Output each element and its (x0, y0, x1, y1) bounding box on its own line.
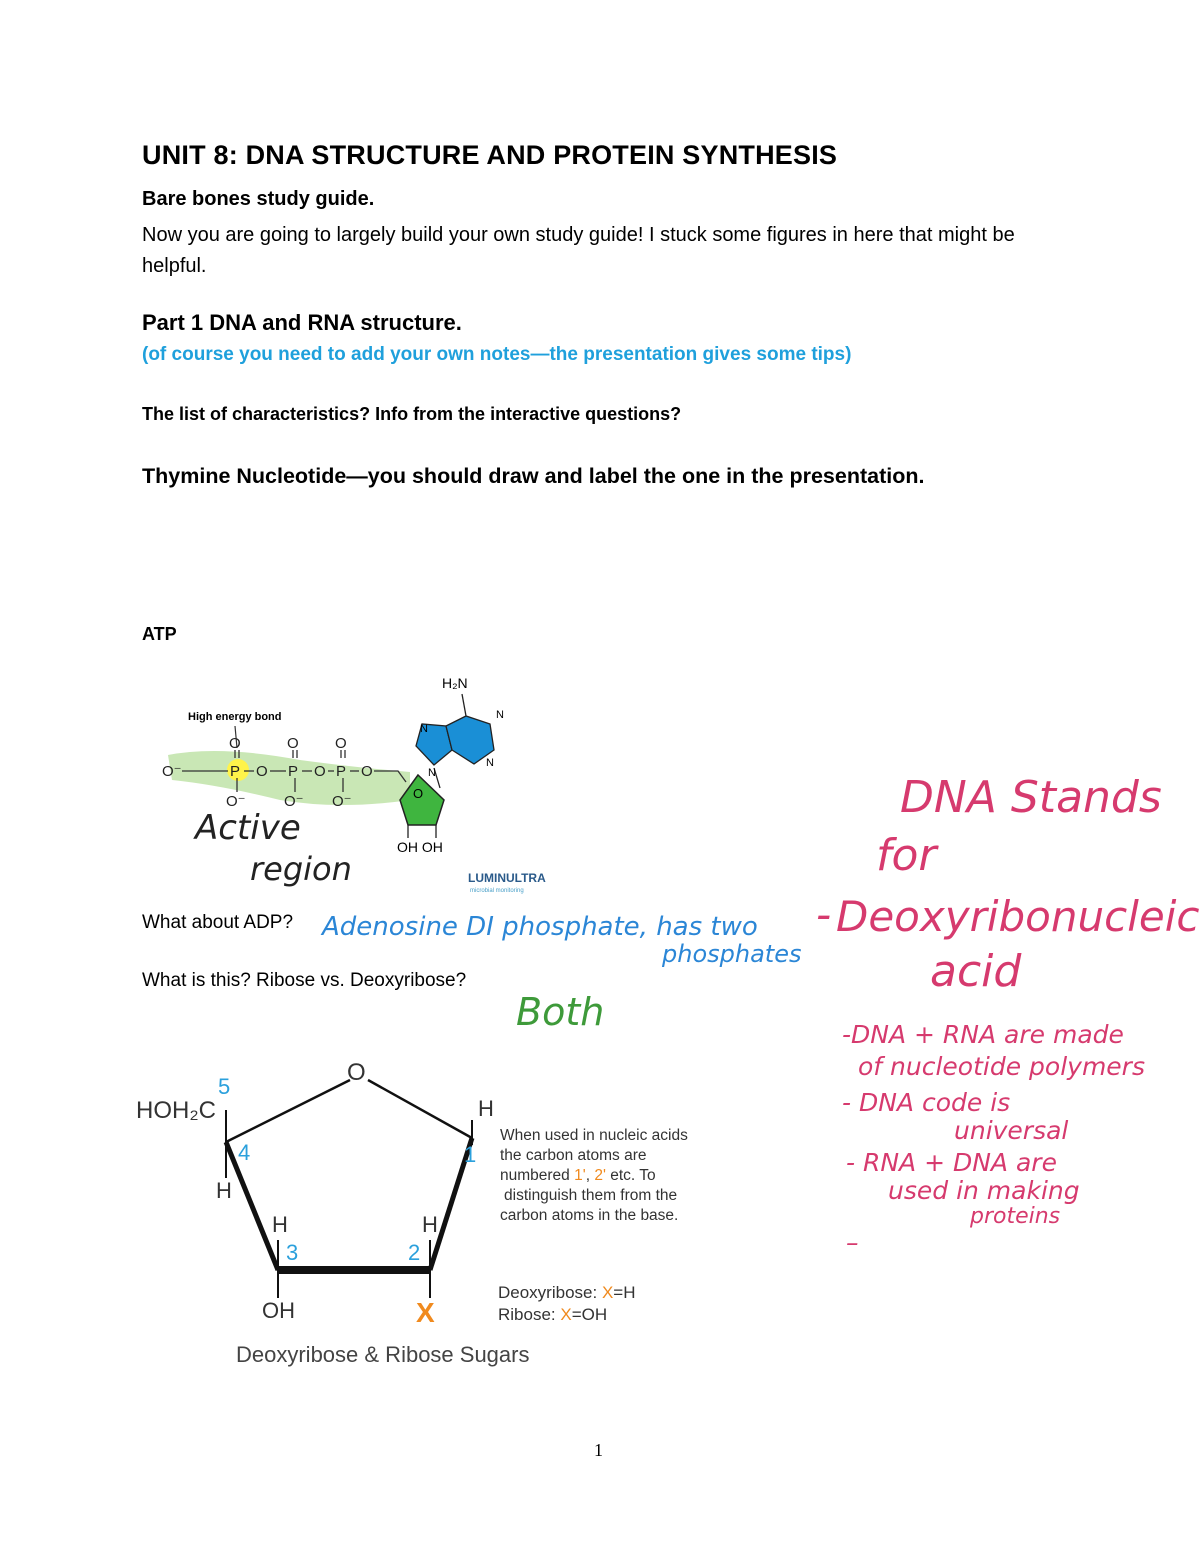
deoxyribose-key: Deoxyribose: X=H (498, 1283, 636, 1302)
adenine-n-2: N (428, 767, 436, 779)
note-line5: carbon atoms in the base. (500, 1207, 679, 1224)
bridge-o2: O (314, 763, 326, 780)
atp-label: ATP (142, 624, 177, 644)
carbon-4-h: H (216, 1178, 232, 1203)
phosphate-o-minus3: O⁻ (332, 793, 352, 810)
adp-answer-line1: Adenosine DI phosphate, has two (322, 912, 758, 942)
o-minus-left: O⁻ (162, 763, 182, 780)
ring-oxygen: O (347, 1059, 366, 1086)
bridge-o1: O (256, 763, 268, 780)
part1-heading: Part 1 DNA and RNA structure. (142, 310, 462, 335)
ribose-question: What is this? Ribose vs. Deoxyribose? (142, 970, 467, 991)
sugar-figure (130, 1050, 740, 1380)
ribose-key: Ribose: X=OH (498, 1305, 608, 1324)
active-note-line2: region (250, 850, 352, 888)
note2-line2: universal (954, 1116, 1069, 1145)
sugar-caption: Deoxyribose & Ribose Sugars (236, 1342, 530, 1367)
bridge-o3: O (361, 763, 373, 780)
carbon-1-number: 1 (464, 1142, 477, 1167)
active-note-line1: Active (195, 808, 301, 848)
luminultra-tagline: microbial monitoring (470, 888, 524, 894)
carbon-3-oh: OH (262, 1298, 295, 1323)
dna-full-line1: Deoxyribonucleic (836, 892, 1200, 941)
carbon-2-number: 2 (408, 1240, 421, 1265)
adenine-n-3: N (496, 709, 504, 721)
note3-line1: - RNA + DNA are (846, 1148, 1057, 1177)
dna-stands-line2: for (876, 830, 937, 881)
note2-line1: - DNA code is (842, 1088, 1011, 1117)
dna-full-line2: acid (930, 946, 1022, 997)
phosphate-o-top1: O (229, 735, 241, 752)
adp-question: What about ADP? (142, 912, 294, 933)
hoh2c-label: HOH₂C (136, 1097, 216, 1124)
note-line2: the carbon atoms are (500, 1147, 647, 1164)
intro-paragraph: Now you are going to largely build your own study guide! I stuck some figures in here that might be helpful. (142, 224, 1015, 277)
phosphate-p2: P (288, 763, 299, 780)
dna-dash: - (816, 890, 832, 939)
phosphate-o-minus1: O⁻ (226, 793, 246, 810)
adenine-n-1: N (420, 723, 428, 735)
phosphate-p1: P (230, 763, 241, 780)
luminultra-logo: LUMINULTRA (468, 871, 546, 885)
note3-line2: used in making (888, 1176, 1080, 1205)
carbon-2-x: X (416, 1297, 435, 1328)
part1-tip: (of course you need to add your own notes—the presentation gives some tips) (142, 344, 852, 365)
note-line3: numbered 1', 2' etc. To (500, 1167, 656, 1184)
numbering-note (500, 1127, 688, 1224)
note4-dash: – (846, 1228, 859, 1257)
dna-stands-line1: DNA Stands (900, 772, 1162, 823)
atp-figure (160, 660, 580, 900)
phosphate-o-top3: O (335, 735, 347, 752)
document-title: UNIT 8: DNA STRUCTURE AND PROTEIN SYNTHESIS (142, 140, 838, 170)
note1-line1: -DNA + RNA are made (842, 1020, 1124, 1049)
page-number: 1 (594, 1440, 603, 1460)
carbon-4-number: 4 (238, 1140, 251, 1165)
carbon-5-number: 5 (218, 1074, 231, 1099)
sugar-ring (226, 1080, 472, 1298)
high-energy-bond-label: High energy bond (188, 711, 282, 723)
adenine-n-4: N (486, 757, 494, 769)
study-guide-subtitle: Bare bones study guide. (142, 188, 375, 210)
characteristics-question: The list of characteristics? Info from the interactive questions? (142, 404, 682, 424)
thymine-heading: Thymine Nucleotide—you should draw and label the one in the presentation. (142, 464, 925, 488)
carbon-1-h: H (478, 1096, 494, 1121)
both-answer: Both (516, 990, 605, 1034)
amine-bond (462, 694, 466, 716)
note1-line2: of nucleotide polymers (858, 1052, 1145, 1081)
carbon-3-h: H (272, 1212, 288, 1237)
phosphate-p3: P (336, 763, 347, 780)
note-line4: distinguish them from the (504, 1187, 678, 1204)
carbon-3-number: 3 (286, 1240, 299, 1265)
phosphate-o-minus2: O⁻ (284, 793, 304, 810)
note-line1: When used in nucleic acids (500, 1127, 688, 1144)
ribose-oh-oh: OH OH (397, 839, 443, 855)
note3-line3: proteins (970, 1204, 1061, 1229)
carbon-2-h: H (422, 1212, 438, 1237)
ribose-o: O (413, 786, 424, 801)
amine-label: H₂N (442, 675, 468, 691)
phosphate-o-top2: O (287, 735, 299, 752)
adp-answer-line2: phosphates (662, 940, 802, 968)
